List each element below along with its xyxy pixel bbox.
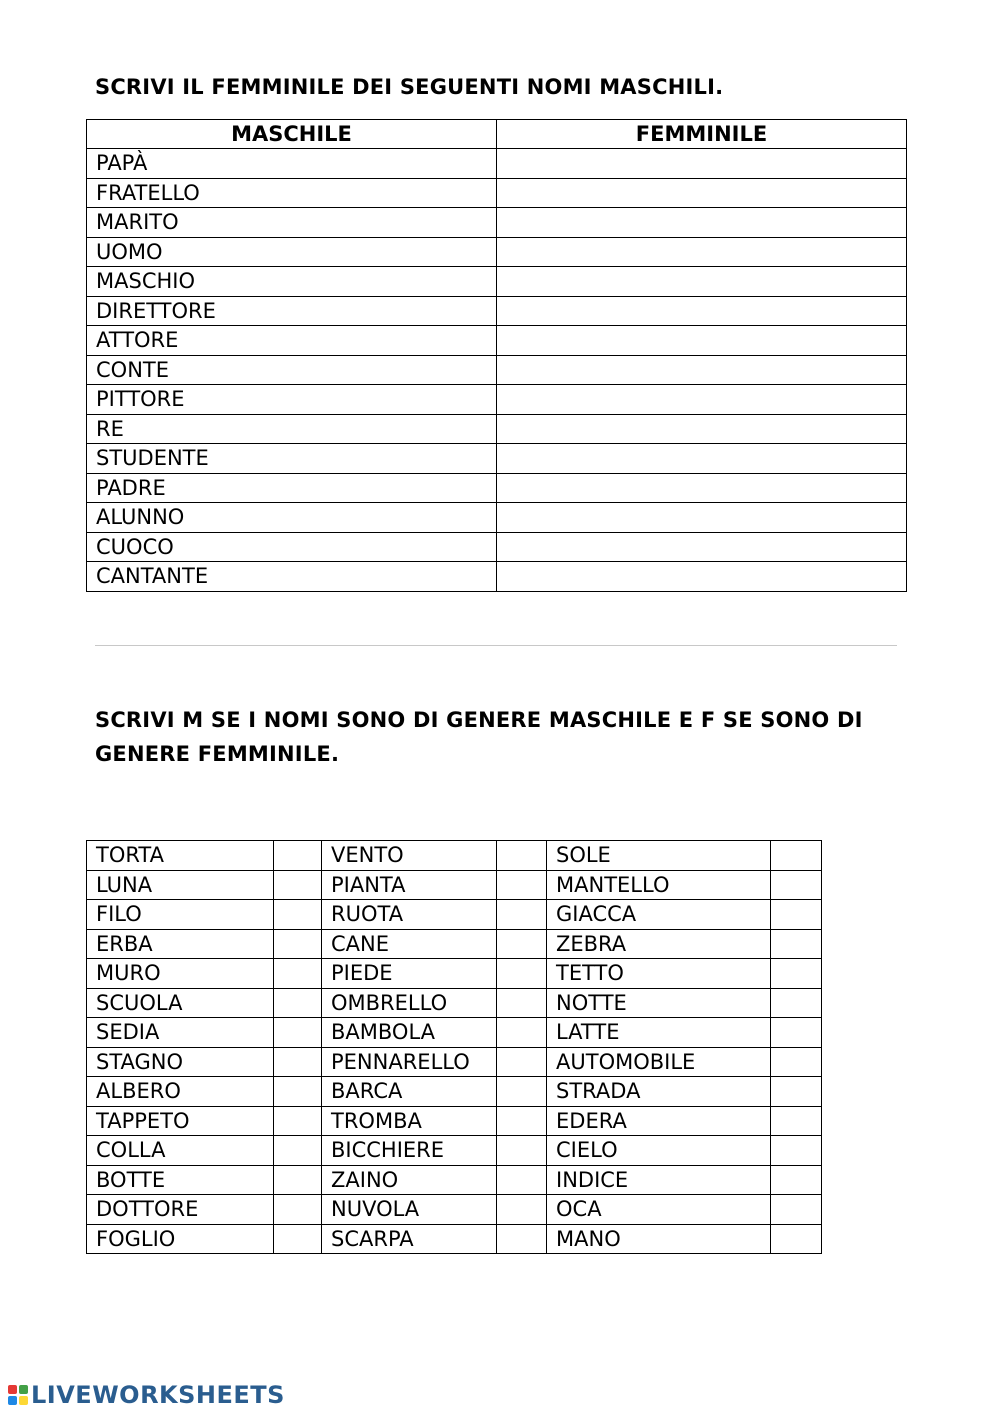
liveworksheets-logo-icon xyxy=(8,1385,28,1405)
noun-word: LATTE xyxy=(547,1018,771,1048)
gender-answer-cell[interactable] xyxy=(771,841,822,871)
noun-word: EDERA xyxy=(547,1106,771,1136)
gender-answer-cell[interactable] xyxy=(274,1165,322,1195)
masculine-word: ATTORE xyxy=(87,326,497,356)
header-femminile: FEMMINILE xyxy=(497,120,907,149)
footer-brand xyxy=(8,1381,285,1409)
gender-answer-cell[interactable] xyxy=(497,870,547,900)
feminine-answer-cell[interactable] xyxy=(497,473,907,503)
masculine-word: PADRE xyxy=(87,473,497,503)
table-row xyxy=(87,237,907,267)
table-row xyxy=(87,1165,822,1195)
feminine-answer-cell[interactable] xyxy=(497,414,907,444)
noun-word: SCUOLA xyxy=(87,988,274,1018)
table-row xyxy=(87,870,822,900)
noun-word: NOTTE xyxy=(547,988,771,1018)
noun-word: FOGLIO xyxy=(87,1224,274,1254)
table-row xyxy=(87,296,907,326)
feminine-answer-cell[interactable] xyxy=(497,562,907,592)
masculine-word: MASCHIO xyxy=(87,267,497,297)
gender-answer-cell[interactable] xyxy=(771,988,822,1018)
masculine-word: CANTANTE xyxy=(87,562,497,592)
masculine-word: FRATELLO xyxy=(87,178,497,208)
noun-word: CANE xyxy=(322,929,497,959)
gender-answer-cell[interactable] xyxy=(497,959,547,989)
table-row xyxy=(87,149,907,179)
feminine-answer-cell[interactable] xyxy=(497,267,907,297)
exercise2-title: SCRIVI M SE I NOMI SONO DI GENERE MASCHILE E F SE SONO DI GENERE FEMMINILE. xyxy=(95,708,863,766)
table-row xyxy=(87,503,907,533)
gender-answer-cell[interactable] xyxy=(771,1195,822,1225)
noun-word: BAMBOLA xyxy=(322,1018,497,1048)
gender-answer-cell[interactable] xyxy=(274,988,322,1018)
gender-answer-cell[interactable] xyxy=(274,929,322,959)
noun-word: BARCA xyxy=(322,1077,497,1107)
table-row xyxy=(87,473,907,503)
feminine-answer-cell[interactable] xyxy=(497,237,907,267)
noun-word: MURO xyxy=(87,959,274,989)
gender-answer-cell[interactable] xyxy=(771,1165,822,1195)
masculine-word: PAPÀ xyxy=(87,149,497,179)
gender-answer-cell[interactable] xyxy=(497,988,547,1018)
exercise1-title: SCRIVI IL FEMMINILE DEI SEGUENTI NOMI MASCHILI. xyxy=(95,75,724,99)
noun-word: TORTA xyxy=(87,841,274,871)
gender-answer-cell[interactable] xyxy=(497,1077,547,1107)
table-row xyxy=(87,900,822,930)
table-row xyxy=(87,444,907,474)
gender-answer-cell[interactable] xyxy=(274,1018,322,1048)
gender-answer-cell[interactable] xyxy=(497,900,547,930)
gender-answer-cell[interactable] xyxy=(274,1047,322,1077)
noun-word: ALBERO xyxy=(87,1077,274,1107)
table-row xyxy=(87,988,822,1018)
gender-answer-cell[interactable] xyxy=(274,1106,322,1136)
masculine-word: RE xyxy=(87,414,497,444)
gender-answer-cell[interactable] xyxy=(497,1165,547,1195)
gender-answer-cell[interactable] xyxy=(771,900,822,930)
noun-word: SCARPA xyxy=(322,1224,497,1254)
gender-answer-cell[interactable] xyxy=(771,1106,822,1136)
gender-answer-cell[interactable] xyxy=(771,1018,822,1048)
table-row xyxy=(87,532,907,562)
masculine-word: ALUNNO xyxy=(87,503,497,533)
table-row xyxy=(87,355,907,385)
noun-word: SOLE xyxy=(547,841,771,871)
gender-table xyxy=(86,840,822,1254)
noun-word: PIEDE xyxy=(322,959,497,989)
table-row xyxy=(87,1077,822,1107)
noun-word: LUNA xyxy=(87,870,274,900)
feminine-answer-cell[interactable] xyxy=(497,444,907,474)
noun-word: STRADA xyxy=(547,1077,771,1107)
noun-word: VENTO xyxy=(322,841,497,871)
noun-word: DOTTORE xyxy=(87,1195,274,1225)
table-row xyxy=(87,385,907,415)
noun-word: INDICE xyxy=(547,1165,771,1195)
table-header-row xyxy=(87,120,907,149)
table-row xyxy=(87,1106,822,1136)
noun-word: ERBA xyxy=(87,929,274,959)
masculine-word: UOMO xyxy=(87,237,497,267)
feminine-answer-cell[interactable] xyxy=(497,208,907,238)
noun-word: FILO xyxy=(87,900,274,930)
feminine-answer-cell[interactable] xyxy=(497,532,907,562)
feminine-answer-cell[interactable] xyxy=(497,355,907,385)
table-row xyxy=(87,1195,822,1225)
gender-answer-cell[interactable] xyxy=(497,1018,547,1048)
noun-word: ZEBRA xyxy=(547,929,771,959)
table-row xyxy=(87,841,822,871)
table-row xyxy=(87,562,907,592)
feminine-answer-cell[interactable] xyxy=(497,178,907,208)
noun-word: ZAINO xyxy=(322,1165,497,1195)
noun-word: TAPPETO xyxy=(87,1106,274,1136)
gender-answer-cell[interactable] xyxy=(771,1077,822,1107)
noun-word: TROMBA xyxy=(322,1106,497,1136)
gender-answer-cell[interactable] xyxy=(497,1136,547,1166)
noun-word: OMBRELLO xyxy=(322,988,497,1018)
gender-answer-cell[interactable] xyxy=(771,870,822,900)
gender-answer-cell[interactable] xyxy=(274,1077,322,1107)
section-divider xyxy=(95,645,897,646)
noun-word: OCA xyxy=(547,1195,771,1225)
noun-word: COLLA xyxy=(87,1136,274,1166)
gender-answer-cell[interactable] xyxy=(274,1224,322,1254)
table-row xyxy=(87,1018,822,1048)
gender-answer-cell[interactable] xyxy=(771,929,822,959)
masculine-word: CUOCO xyxy=(87,532,497,562)
gender-answer-cell[interactable] xyxy=(274,959,322,989)
table-row xyxy=(87,929,822,959)
noun-word: MANO xyxy=(547,1224,771,1254)
gender-answer-cell[interactable] xyxy=(274,870,322,900)
gender-answer-cell[interactable] xyxy=(497,1047,547,1077)
gender-answer-cell[interactable] xyxy=(497,841,547,871)
noun-word: BICCHIERE xyxy=(322,1136,497,1166)
masculine-word: PITTORE xyxy=(87,385,497,415)
table-row xyxy=(87,1136,822,1166)
gender-answer-cell[interactable] xyxy=(274,1136,322,1166)
masculine-word: CONTE xyxy=(87,355,497,385)
gender-answer-cell[interactable] xyxy=(771,1047,822,1077)
noun-word: PENNARELLO xyxy=(322,1047,497,1077)
table-row xyxy=(87,1224,822,1254)
feminine-answer-cell[interactable] xyxy=(497,503,907,533)
feminine-answer-cell[interactable] xyxy=(497,296,907,326)
gender-answer-cell[interactable] xyxy=(497,1224,547,1254)
noun-word: CIELO xyxy=(547,1136,771,1166)
noun-word: NUVOLA xyxy=(322,1195,497,1225)
noun-word: AUTOMOBILE xyxy=(547,1047,771,1077)
gender-answer-cell[interactable] xyxy=(497,929,547,959)
brand-name: LIVEWORKSHEETS xyxy=(31,1381,285,1409)
noun-word: TETTO xyxy=(547,959,771,989)
noun-word: RUOTA xyxy=(322,900,497,930)
gender-answer-cell[interactable] xyxy=(771,959,822,989)
noun-word: MANTELLO xyxy=(547,870,771,900)
feminine-answer-cell[interactable] xyxy=(497,326,907,356)
noun-word: STAGNO xyxy=(87,1047,274,1077)
gender-answer-cell[interactable] xyxy=(497,1195,547,1225)
table-row xyxy=(87,1047,822,1077)
table-row xyxy=(87,414,907,444)
masculine-word: MARITO xyxy=(87,208,497,238)
masculine-word: STUDENTE xyxy=(87,444,497,474)
masculine-word: DIRETTORE xyxy=(87,296,497,326)
feminine-table xyxy=(86,119,907,592)
table-row xyxy=(87,267,907,297)
gender-answer-cell[interactable] xyxy=(497,1106,547,1136)
table-row xyxy=(87,208,907,238)
gender-answer-cell[interactable] xyxy=(274,900,322,930)
feminine-answer-cell[interactable] xyxy=(497,149,907,179)
gender-answer-cell[interactable] xyxy=(771,1224,822,1254)
gender-answer-cell[interactable] xyxy=(771,1136,822,1166)
noun-word: PIANTA xyxy=(322,870,497,900)
table-row xyxy=(87,326,907,356)
noun-word: BOTTE xyxy=(87,1165,274,1195)
gender-answer-cell[interactable] xyxy=(274,841,322,871)
feminine-answer-cell[interactable] xyxy=(497,385,907,415)
table-row xyxy=(87,178,907,208)
noun-word: GIACCA xyxy=(547,900,771,930)
gender-answer-cell[interactable] xyxy=(274,1195,322,1225)
table-row xyxy=(87,959,822,989)
noun-word: SEDIA xyxy=(87,1018,274,1048)
header-maschile: MASCHILE xyxy=(87,120,497,149)
